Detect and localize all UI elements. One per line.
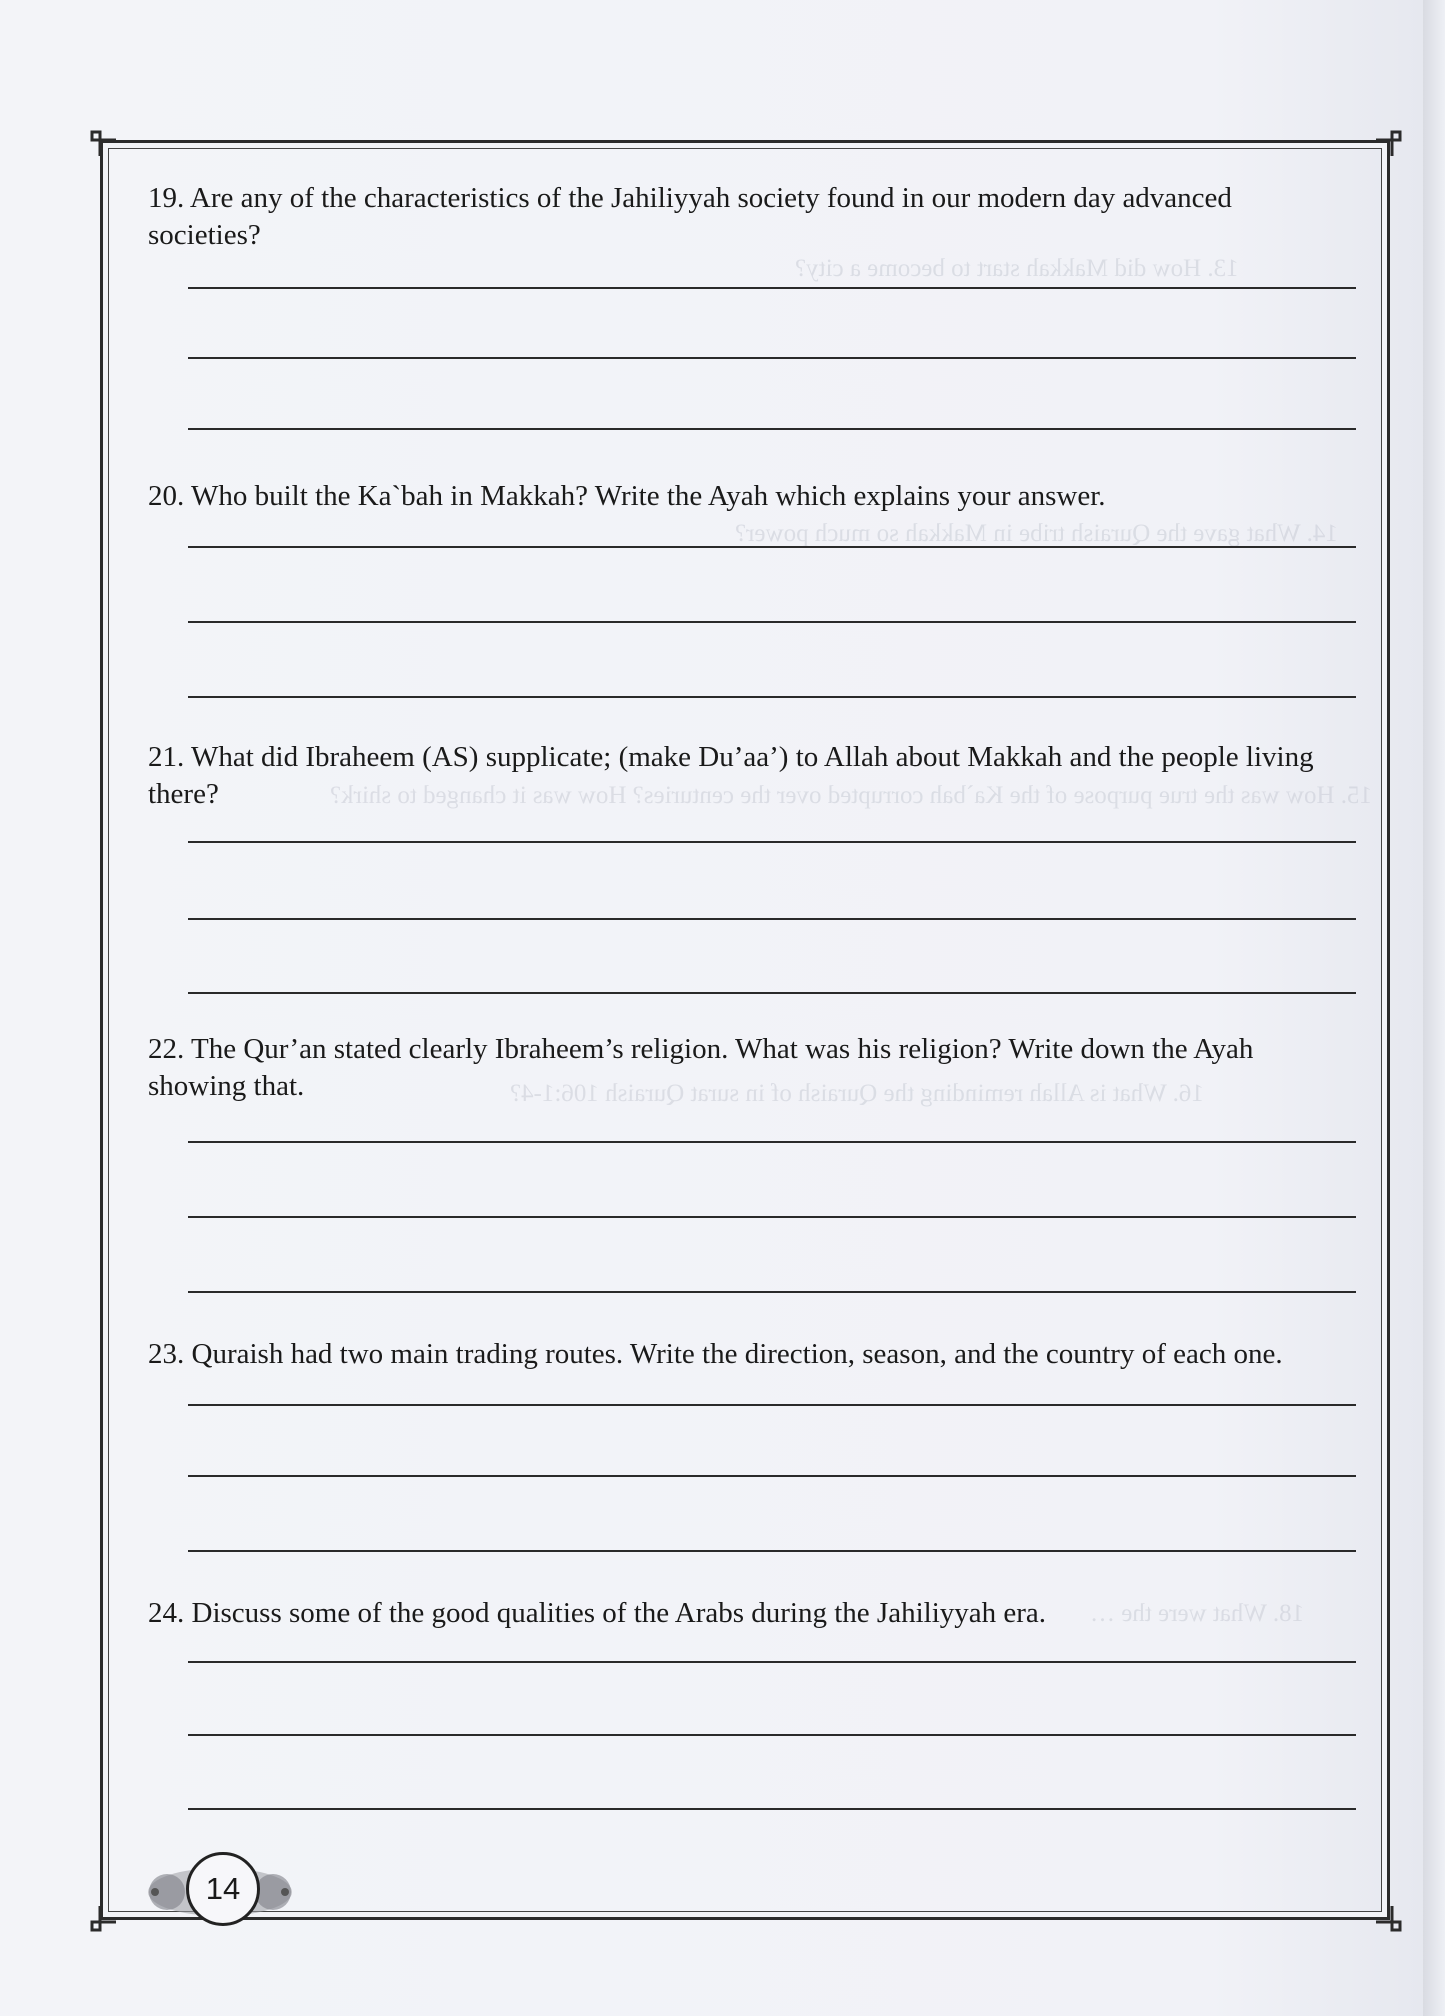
question-text: Who built the Ka`bah in Makkah? Write the Ayah which explains your answer. — [190, 480, 1106, 512]
bleed-through-text: 13. How did Makkah start to become a city? — [795, 255, 1239, 282]
answer-line[interactable] — [188, 841, 1356, 843]
question-number: 24. — [148, 1597, 192, 1629]
bleed-through-text: 16. What is Allah reminding the Quraish of in surat Quraish 106:1-4? — [510, 1080, 1204, 1107]
bleed-through-text: 14. What gave the Quraish tribe in Makkah so much power? — [735, 520, 1338, 547]
answer-line[interactable] — [188, 1808, 1356, 1810]
question-19 — [148, 180, 1348, 254]
answer-line[interactable] — [188, 1550, 1356, 1552]
question-21 — [148, 739, 1348, 813]
answer-line[interactable] — [188, 428, 1356, 430]
question-number: 22. — [148, 1033, 191, 1065]
answer-line[interactable] — [188, 287, 1356, 289]
answer-line[interactable] — [188, 1404, 1356, 1406]
question-text: Are any of the characteristics of the Jahiliyyah society found in our modern day advanced societies? — [148, 182, 1232, 251]
corner-ornament-icon — [86, 1902, 120, 1936]
answer-line[interactable] — [188, 696, 1356, 698]
answer-line[interactable] — [188, 1141, 1356, 1143]
answer-line[interactable] — [188, 992, 1356, 994]
question-text: Discuss some of the good qualities of the Arabs during the Jahiliyyah era. — [191, 1597, 1047, 1629]
question-text: Quraish had two main trading routes. Write the direction, season, and the country of each one. — [191, 1338, 1283, 1370]
answer-line[interactable] — [188, 1661, 1356, 1663]
corner-ornament-icon — [1372, 126, 1406, 160]
question-number: 21. — [148, 741, 191, 773]
page-number: 14 — [186, 1852, 260, 1926]
corner-ornament-icon — [1372, 1902, 1406, 1936]
answer-line[interactable] — [188, 1734, 1356, 1736]
question-number: 19. — [148, 182, 190, 214]
page-number-badge — [145, 1852, 295, 1932]
question-text: The Qur’an stated clearly Ibraheem’s religion. What was his religion? Write down the Ayah showing that. — [148, 1033, 1254, 1102]
answer-line[interactable] — [188, 918, 1356, 920]
answer-line[interactable] — [188, 546, 1356, 548]
question-text: What did Ibraheem (AS) supplicate; (make Du’aa’) to Allah about Makkah and the people living there? — [148, 741, 1314, 810]
question-24 — [148, 1595, 1348, 1632]
decorative-border-frame — [100, 140, 1390, 1920]
question-number: 23. — [148, 1338, 192, 1370]
question-20 — [148, 478, 1348, 515]
answer-line[interactable] — [188, 1216, 1356, 1218]
page-edge-shadow — [1423, 0, 1445, 2016]
bleed-through-text: 15. How was the true purpose of the Ka`bah corrupted over the centuries? How was it changed to shirk? — [330, 782, 1373, 809]
answer-line[interactable] — [188, 1475, 1356, 1477]
answer-line[interactable] — [188, 621, 1356, 623]
corner-ornament-icon — [86, 126, 120, 160]
question-number: 20. — [148, 480, 191, 512]
answer-line[interactable] — [188, 1291, 1356, 1293]
question-23 — [148, 1336, 1348, 1373]
answer-line[interactable] — [188, 357, 1356, 359]
bleed-through-text: 18. What were the … — [1090, 1600, 1305, 1627]
question-22 — [148, 1031, 1348, 1105]
